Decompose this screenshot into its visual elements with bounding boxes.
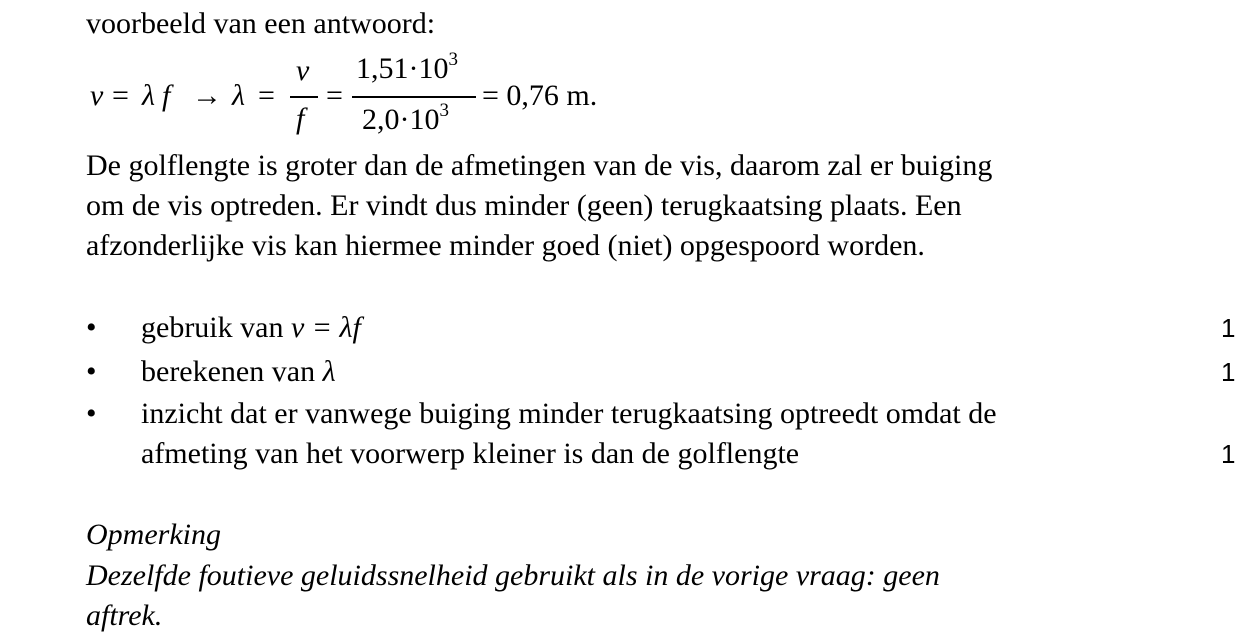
- bullet: •: [86, 311, 97, 344]
- note-heading: Opmerking: [86, 518, 221, 551]
- fraction-numerator: $1,51\cdot 10^3$: [356, 49, 458, 85]
- formula-equals: =: [112, 79, 129, 112]
- inline-formula: λ: [322, 355, 336, 388]
- criterion-text: berekenen van λ: [141, 355, 336, 388]
- fraction-numerator: v: [296, 54, 310, 87]
- note-line: aftrek.: [86, 599, 163, 632]
- fraction-line: [290, 96, 318, 98]
- formula-equals: =: [326, 79, 343, 112]
- formula-equals: =: [258, 79, 275, 112]
- note-line: Dezelfde foutieve geluidssnelheid gebruikt als in de vorige vraag: geen: [86, 559, 940, 592]
- paragraph-line: afzonderlijke vis kan hiermee minder goed (niet) opgespoord worden.: [86, 229, 925, 262]
- intro-text: voorbeeld van een antwoord:: [86, 7, 436, 40]
- criterion-text: inzicht dat er vanwege buiging minder terugkaatsing optreedt omdat de afmeting van het voorwerp kleiner is dan de golflengte: [141, 397, 997, 470]
- fraction-denominator: $2,0\cdot 10^3$: [362, 100, 449, 136]
- formula-arrow: →: [192, 79, 222, 112]
- inline-formula: v = λf: [290, 311, 361, 344]
- paragraph-line: om de vis optreden. Er vindt dus minder (geen) terugkaatsing plaats. Een: [86, 189, 962, 222]
- formula-v: v: [90, 79, 104, 112]
- bullet: •: [86, 397, 97, 430]
- wavelength-formula: [86, 50, 646, 142]
- criterion-points: 1: [1221, 313, 1236, 343]
- formula-f: f: [162, 79, 171, 112]
- fraction-denominator: f: [296, 102, 305, 135]
- criterion-points: 1: [1221, 357, 1236, 387]
- bullet: •: [86, 355, 97, 388]
- criterion-points: 1: [1221, 439, 1236, 469]
- formula-lambda: λ: [232, 79, 245, 112]
- paragraph-line: De golflengte is groter dan de afmetingen van de vis, daarom zal er buiging: [86, 149, 993, 182]
- formula-result: = 0,76 m.: [482, 79, 598, 112]
- criterion-text: gebruik van v = λf: [141, 311, 361, 344]
- explanation-paragraph: [86, 146, 992, 266]
- fraction-line: [352, 96, 476, 98]
- formula-lambda: λ: [142, 79, 155, 112]
